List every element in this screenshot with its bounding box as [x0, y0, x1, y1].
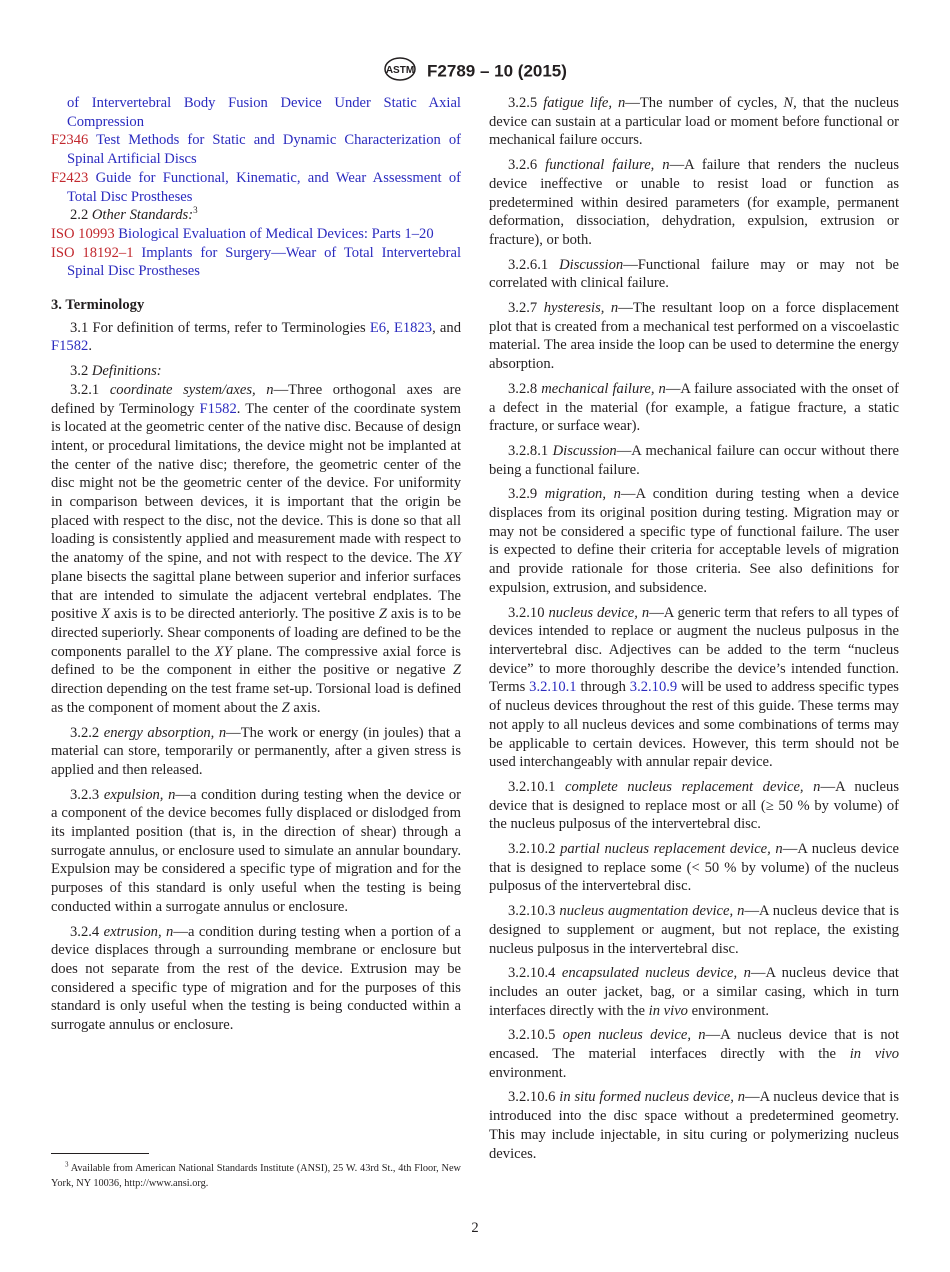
- italic-term: nucleus augmentation device, n: [559, 903, 745, 920]
- definition-paragraph: [51, 923, 461, 1035]
- text-run: through: [576, 679, 630, 696]
- text-run: 3.2.3: [70, 786, 104, 803]
- italic-term: Discussion: [552, 442, 617, 459]
- definition-paragraph: [489, 1088, 899, 1163]
- text-run: —Three orthogonal axes are defined by Terminology: [51, 381, 461, 417]
- text-run: axis.: [289, 699, 321, 716]
- text-run: —A nucleus device that is designed to replace some (< 50 % by volume) of the nucleus pulposus of the intervertebral disc.: [489, 841, 899, 895]
- italic-term: Z: [378, 606, 387, 623]
- document-designation: F2789 – 10 (2015): [427, 61, 567, 81]
- text-run: . The center of the coordinate system is located at the geometric center of the native disc. Because of design intent, or procedural limitations, the device might not be implanted at the center of the native disc; therefore, the geometric center of the disc might not be the geometric center of the device. For uniformity in comparison between devices, it is important that the origin be placed with respect to the disc, not the device. This is done so that all loading is consistently applied and measurement made with respect to the anatomy of the spine, and not with respect to the device. The: [51, 400, 461, 567]
- definition-paragraph: [489, 604, 899, 772]
- text-run: .: [88, 338, 92, 355]
- italic-term: Z: [452, 662, 461, 679]
- definition-paragraph: [51, 381, 461, 718]
- standard-code-link[interactable]: F2346: [51, 132, 89, 149]
- text-run: 3.2: [70, 363, 92, 380]
- reference-entry: [51, 225, 461, 244]
- italic-term: migration, n: [544, 486, 621, 503]
- reference-entry: [51, 131, 461, 168]
- italic-term: N: [783, 95, 794, 111]
- subsection-label: [51, 362, 461, 381]
- italic-term: hysteresis, n: [543, 300, 619, 317]
- text-run: 3.2.10.4: [508, 965, 562, 982]
- italic-term: X: [101, 606, 111, 623]
- text-run: 3. Terminology: [51, 297, 145, 314]
- definition-paragraph: [51, 724, 461, 780]
- text-run: 3.2.6: [508, 157, 546, 174]
- reference-entry: [51, 169, 461, 206]
- cross-reference-link[interactable]: F1582: [199, 400, 237, 417]
- cross-reference-link[interactable]: F1582: [51, 338, 89, 355]
- definition-paragraph: [489, 94, 899, 150]
- italic-term: in vivo: [648, 1002, 688, 1019]
- svg-text:ASTM: ASTM: [385, 65, 415, 76]
- text-run: —A failure that renders the nucleus device ineffective or unable to resist load or function as predetermined within desired parameters (for example, permanent deformation, dissociation, dehydration, expulsion, extrusion or fracture), or both.: [489, 157, 900, 248]
- italic-term: open nucleus device, n: [562, 1027, 706, 1044]
- italic-term: extrusion, n: [103, 923, 174, 940]
- standard-code-link[interactable]: ISO 10993: [51, 225, 115, 242]
- footnote-text: Available from American National Standards Institute (ANSI), 25 W. 43rd St., 4th Floor, New York, NY 10036, http://www.ansi.org.: [51, 1163, 461, 1189]
- page-number: 2: [471, 1220, 479, 1236]
- text-run: 3.1 For definition of terms, refer to Terminologies: [70, 319, 370, 336]
- italic-term: Definitions:: [91, 363, 162, 380]
- text-run: axis is to be directed superiorly. Shear components of loading are defined to be the components parallel to the: [51, 606, 461, 660]
- text-run: axis is to be directed anteriorly. The positive: [110, 606, 379, 623]
- definition-paragraph: [489, 778, 899, 834]
- text-run: —Functional failure may or may not be correlated with clinical failure.: [489, 256, 900, 292]
- text-run: , and: [432, 319, 461, 336]
- text-run: 2.2: [70, 207, 92, 224]
- text-run: 3.2.10.6: [508, 1089, 560, 1106]
- text-run: will be used to address specific types of nucleus devices throughout the rest of this guide. These terms may not apply to all nucleus devices and some combinations of terms may be applicable to certain devices. However, this term should not be used interchangeably with annular repair device.: [489, 679, 899, 771]
- text-run: 3.2.10: [508, 604, 549, 621]
- text-run: —A generic term that refers to all types of devices intended to replace or augment the nucleus pulposus in the intervertebral disc. Adjectives can be added to the term “nucleus device” to more thoroughly describe the device’s intended function. Terms: [489, 604, 899, 696]
- italic-term: partial nucleus replacement device, n: [560, 841, 783, 858]
- definition-paragraph: [489, 964, 899, 1020]
- italic-term: fatigue life, n: [543, 95, 626, 111]
- text-run: —The work or energy (in joules) that a material can store, temporarily or permanently, after a given stress is applied and then released.: [51, 724, 461, 778]
- italic-term: expulsion, n: [103, 786, 176, 803]
- text-run: , that the nucleus device can sustain at a particular load or moment before functional or mechanical failure occurs.: [489, 95, 899, 149]
- text-run: —a condition during testing when a portion of a device displaces through a surrounding membrane or enclosure but does not separate from the rest of the device. Extrusion may be considered a specific type of migration and for the purposes of this standard is only useful when the testing is being conducted within a surrogate annulus or enclosure.: [51, 923, 461, 1034]
- cross-reference-link[interactable]: of Intervertebral Body Fusion Device Under Static Axial Compression: [67, 95, 461, 130]
- italic-term: Z: [281, 699, 290, 716]
- subsection-label: [51, 206, 461, 225]
- footnote-divider: [51, 1153, 149, 1154]
- italic-term: complete nucleus replacement device, n: [565, 778, 821, 795]
- text-run: —A nucleus device that includes an outer jacket, bag, or a similar casing, which in turn interfaces directly with the: [489, 965, 899, 1019]
- text-run: 3.2.10.1: [508, 778, 566, 795]
- text-run: —A nucleus device that is designed to replace most or all (≥ 50 % by volume) of the nucleus pulposus of the intervertebral disc.: [489, 778, 899, 833]
- standard-code-link[interactable]: ISO 18192–1: [51, 244, 134, 261]
- italic-term: energy absorption, n: [103, 724, 227, 741]
- text-run: 3.2.9: [508, 486, 545, 503]
- text-run: 3.2.4: [70, 923, 104, 940]
- page-header: [0, 56, 950, 87]
- text-run: 3.2.10.2: [508, 841, 561, 858]
- text-run: —A nucleus device that is designed to supplement or augment, but not replace, the existing nucleus pulposus in the intervertebral disc.: [489, 903, 899, 957]
- italic-term: functional failure, n: [545, 157, 670, 174]
- italic-term: coordinate system/axes, n: [109, 381, 274, 398]
- text-run: environment.: [687, 1002, 770, 1019]
- right-column: [489, 94, 899, 1169]
- text-run: —A nucleus device that is not encased. The material interfaces directly with the: [489, 1027, 899, 1063]
- definition-paragraph: [51, 319, 461, 356]
- cross-reference-link[interactable]: Test Methods for Static and Dynamic Characterization of Spinal Artificial Discs: [67, 132, 461, 168]
- text-run: environment.: [489, 1064, 567, 1081]
- italic-term: mechanical failure, n: [541, 380, 666, 397]
- reference-entry: [51, 244, 461, 281]
- text-run: 3.2.10.5: [508, 1027, 563, 1044]
- section-heading: [51, 296, 461, 315]
- cross-reference-link[interactable]: Implants for Surgery—Wear of Total Intervertebral Spinal Disc Prostheses: [67, 244, 461, 280]
- text-run: 3.2.10.3: [508, 903, 560, 920]
- text-run: 3.2.8.1: [508, 442, 553, 459]
- text-run: 3.2.8: [508, 380, 542, 397]
- definition-paragraph: [489, 156, 899, 250]
- definition-paragraph: [489, 299, 899, 374]
- text-run: —A mechanical failure can occur without there being a functional failure.: [489, 442, 899, 478]
- italic-term: in vivo: [849, 1046, 899, 1063]
- cross-reference-link[interactable]: E1823: [393, 319, 433, 336]
- text-run: —The resultant loop on a force displacement plot that is created from a mechanical test performed on a viscoelastic material. The area inside the loop can be used to determine the energy absorption.: [489, 300, 899, 373]
- text-run: —A failure associated with the onset of a defect in the material (for example, a fatigue fracture, a static fracture, or surface wear).: [489, 380, 899, 435]
- text-run: ,: [386, 319, 394, 336]
- italic-term: in situ formed nucleus device, n: [559, 1089, 746, 1106]
- italic-term: nucleus device, n: [548, 604, 650, 621]
- text-run: —A nucleus device that is introduced into the disc space without a predetermined geometry. This may include injectable, in situ curing or polymerizing nucleus devices.: [489, 1089, 900, 1162]
- text-run: —The number of cycles,: [625, 95, 784, 111]
- text-run: —a condition during testing when the device or a component of the device becomes fully displaced or dislodged from its implanted position (that is, in the direction of shear) through a surrogate annulus, or enclosure used to simulate an annular boundary. Expulsion may be considered a specific type of migration and for the purposes of this standard is only useful when the testing is being conducted within a surrogate annulus or enclosure.: [51, 786, 461, 915]
- text-run: —A condition during testing when a device displaces from its original position during testing. Migration may or may not be considered a specific type of functional failure. The user is expected to define their criteria for acceptable levels of migration and provide rationale for those criteria. See also definitions for expulsion, extrusion, and subsidence.: [489, 486, 900, 596]
- italic-term: XY: [214, 643, 232, 660]
- cross-reference-link[interactable]: Biological Evaluation of Medical Devices: Parts 1–20: [114, 225, 434, 242]
- italic-term: Other Standards:: [91, 207, 194, 224]
- definition-paragraph: [489, 485, 899, 597]
- left-column: [51, 94, 461, 1041]
- italic-term: Discussion: [559, 256, 624, 273]
- text-run: direction depending on the test frame set-up. Torsional load is defined as the component of moment about the: [51, 681, 461, 716]
- standard-code-link[interactable]: F2423: [51, 169, 89, 186]
- italic-term: XY: [443, 550, 461, 567]
- footnote-mark: 3: [65, 1160, 69, 1169]
- definition-paragraph: [51, 786, 461, 917]
- definition-paragraph: [489, 442, 899, 479]
- definition-paragraph: [489, 256, 899, 293]
- footnote-reference[interactable]: 3: [193, 205, 198, 216]
- definition-paragraph: [489, 1026, 899, 1082]
- definition-paragraph: [489, 902, 899, 958]
- text-run: plane bisects the sagittal plane between superior and inferior surfaces that are intended to simulate the adjacent vertebral endplates. The positive: [51, 568, 461, 623]
- text-run: 3.2.6.1: [508, 256, 560, 273]
- text-run: 3.2.1: [70, 381, 110, 398]
- text-run: plane. The compressive axial force is defined to be the component in either the positive or negative: [51, 643, 461, 679]
- reference-entry: [51, 94, 461, 131]
- text-run: 3.2.7: [508, 300, 544, 317]
- text-run: 3.2.5: [508, 95, 544, 111]
- definition-paragraph: [489, 840, 899, 896]
- cross-reference-link[interactable]: E6: [369, 319, 387, 336]
- footnote: [51, 1161, 461, 1191]
- cross-reference-link[interactable]: 3.2.10.9: [629, 679, 678, 696]
- astm-logo-icon: [383, 56, 417, 87]
- cross-reference-link[interactable]: Guide for Functional, Kinematic, and Wear Assessment of Total Disc Prostheses: [67, 169, 461, 205]
- text-run: 3.2.2: [70, 724, 104, 741]
- italic-term: encapsulated nucleus device, n: [561, 965, 751, 982]
- cross-reference-link[interactable]: 3.2.10.1: [529, 679, 577, 696]
- definition-paragraph: [489, 380, 899, 436]
